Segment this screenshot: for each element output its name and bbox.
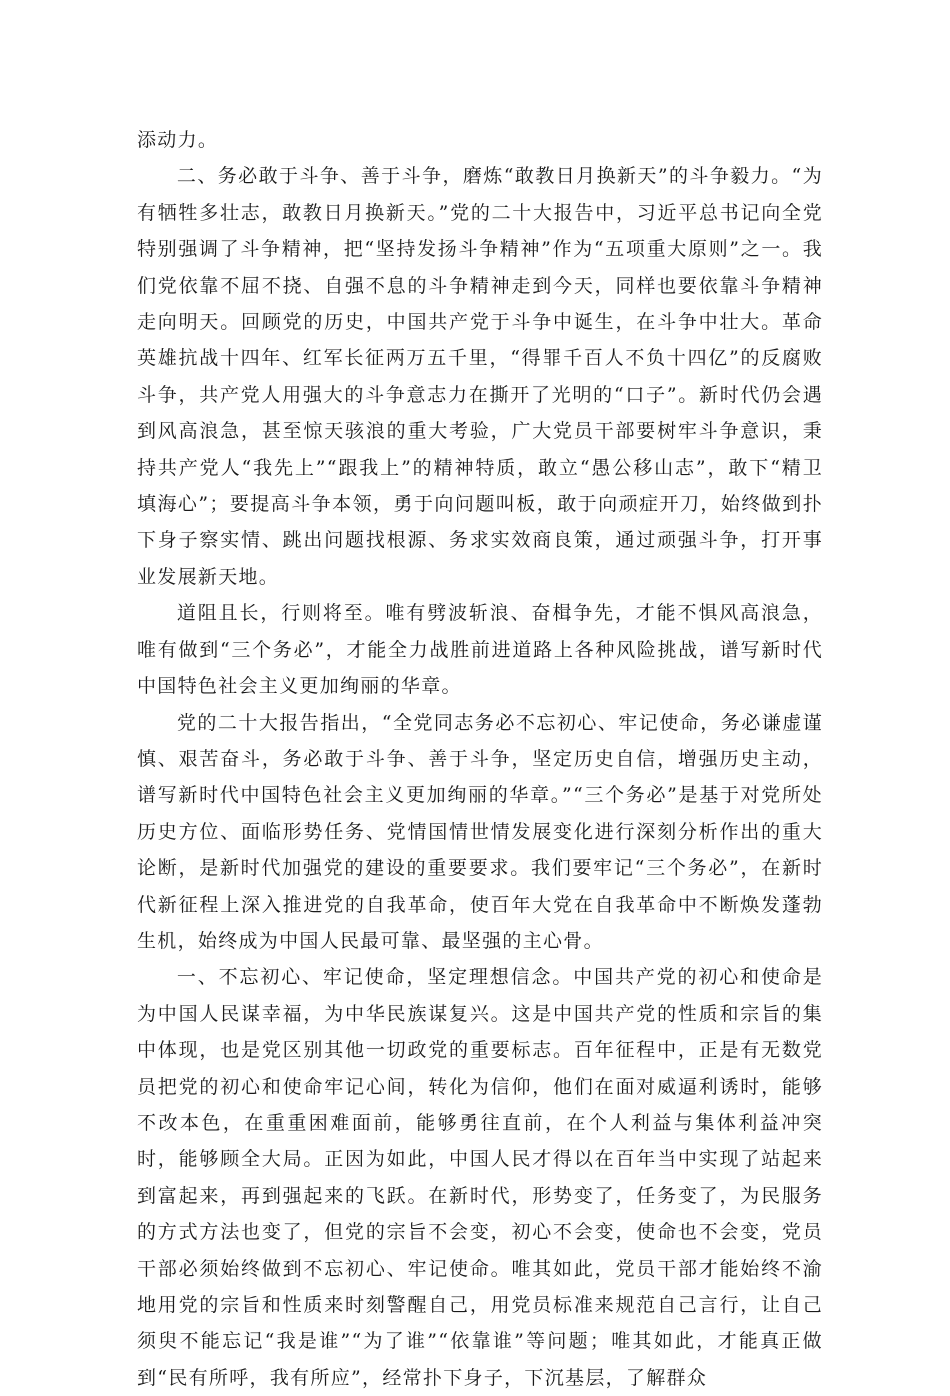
paragraph-original-aspiration: 一、不忘初心、牢记使命，坚定理想信念。中国共产党的初心和使命是为中国人民谋幸福，为中华民族谋复兴。这是中国共产党的性质和宗旨的集中体现，也是党区别其他一切政党的重要标志。百年征程中，正是有无数党员把党的初心和使命牢记心间，转化为信仰，他们在面对威逼利诱时，能够不改本色，在重重困难面前，能够勇往直前，在个人利益与集体利益冲突时，能够顾全大局。正因为如此，中国人民才得以在百年当中实现了站起来到富起来，再到强起来的飞跃。在新时代，形势变了，任务变了，为民服务的方式方法也变了，但党的宗旨不会变，初心不会变，使命也不会变，党员干部必须始终做到不忘初心、牢记使命。唯其如此，党员干部才能始终不渝地用党的宗旨和性质来时刻警醒自己，用党员标准来规范自己言行，让自己须臾不能忘记“我是谁”“为了谁”“依靠谁”等问题；唯其如此，才能真正做到“民有所呼，我有所应”，经常扑下身子，下沉基层，了解群众 <box>137 966 823 1389</box>
document-page <box>137 122 823 1396</box>
paragraph-continuation: 添动力。 <box>137 129 219 151</box>
paragraph-road-ahead: 道阻且长，行则将至。唯有劈波斩浪、奋楫争先，才能不惧风高浪急，唯有做到“三个务必”，才能全力战胜前进道路上各种风险挑战，谱写新时代中国特色社会主义更加绚丽的华章。 <box>137 602 823 698</box>
paragraph-three-musts: 党的二十大报告指出，“全党同志务必不忘初心、牢记使命，务必谦虚谨慎、艰苦奋斗，务必敢于斗争、善于斗争，坚定历史自信，增强历史主动，谱写新时代中国特色社会主义更加绚丽的华章。”“三个务必”是基于对党所处历史方位、面临形势任务、党情国情世情发展变化进行深刻分析作出的重大论断，是新时代加强党的建设的重要要求。我们要牢记“三个务必”，在新时代新征程上深入推进党的自我革命，使百年大党在自我革命中不断焕发蓬勃生机，始终成为中国人民最可靠、最坚强的主心骨。 <box>137 711 823 952</box>
paragraph-struggle-spirit: 二、务必敢于斗争、善于斗争，磨炼“敢教日月换新天”的斗争毅力。“为有牺牲多壮志，敢教日月换新天。”党的二十大报告中，习近平总书记向全党特别强调了斗争精神，把“坚持发扬斗争精神”作为“五项重大原则”之一。我们党依靠不屈不挠、自强不息的斗争精神走到今天，同样也要依靠斗争精神走向明天。回顾党的历史，中国共产党于斗争中诞生，在斗争中壮大。革命英雄抗战十四年、红军长征两万五千里，“得罪千百人不负十四亿”的反腐败斗争，共产党人用强大的斗争意志力在撕开了光明的“口子”。新时代仍会遇到风高浪急，甚至惊天骇浪的重大考验，广大党员干部要树牢斗争意识，秉持共产党人“我先上”“跟我上”的精神特质，敢立“愚公移山志”，敢下“精卫填海心”；要提高斗争本领，勇于向问题叫板，敢于向顽症开刀，始终做到扑下身子察实情、跳出问题找根源、务求实效商良策，通过顽强斗争，打开事业发展新天地。 <box>137 165 823 588</box>
